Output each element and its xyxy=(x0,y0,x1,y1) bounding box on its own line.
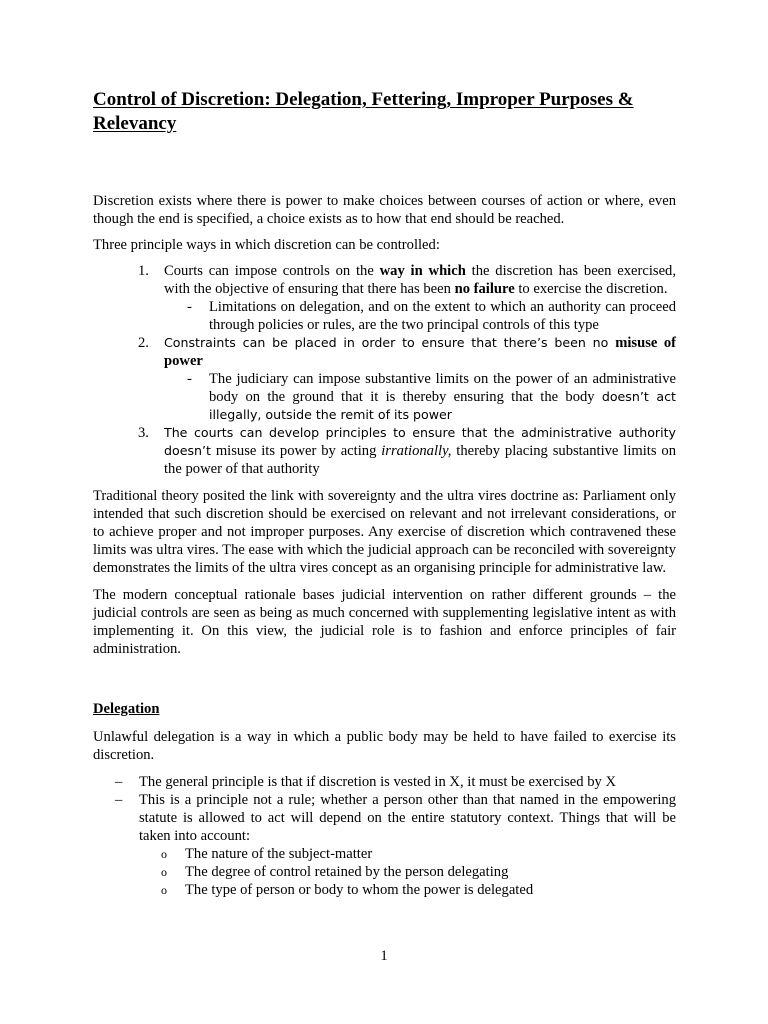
text-run: Courts can impose controls on the xyxy=(164,263,380,279)
dash-marker: - xyxy=(187,299,192,315)
sub-bullet-item xyxy=(161,845,676,863)
list-item-text xyxy=(164,334,676,370)
sub-bullet-item xyxy=(161,863,676,881)
bullet-item xyxy=(115,791,676,845)
list-item xyxy=(93,262,676,298)
bold-text: way in which xyxy=(379,263,466,279)
sub-list-item xyxy=(187,370,676,424)
sub-bullet-text: The nature of the subject-matter xyxy=(185,846,373,862)
bullet-text: This is a principle not a rule; whether a person other than that named in the empowering statute is allowed to act will depend on the entire statutory context. Things that will be taken into account: xyxy=(139,792,676,844)
bold-text: no failure xyxy=(454,281,515,297)
text-run: The courts can develop principles to ensure that the administrative authority doesn’t xyxy=(164,425,676,458)
list-item-text xyxy=(164,262,676,298)
sub-bullet-item xyxy=(161,881,676,899)
sub-item-text xyxy=(209,370,676,424)
list-number: 1. xyxy=(138,263,149,279)
bullet-text: The general principle is that if discretion is vested in X, it must be exercised by X xyxy=(139,774,617,790)
text-run: The judiciary can impose substantive limits on the power of an administrative body on the ground that it is thereby ensuring that the body xyxy=(209,371,676,405)
bullet-marker: o xyxy=(161,847,167,861)
text-run: misuse its power by acting xyxy=(210,443,382,459)
sub-bullet-text: The degree of control retained by the person delegating xyxy=(185,864,509,880)
bullet-marker: o xyxy=(161,883,167,897)
page-number: 1 xyxy=(380,948,388,964)
bullet-marker: o xyxy=(161,865,167,879)
sub-list-item xyxy=(187,298,676,334)
text-run: thereby placing substantive limits on the power of that authority xyxy=(164,443,676,477)
three-ways-paragraph: Three principle ways in which discretion can be controlled: xyxy=(93,237,440,253)
traditional-theory-paragraph: Traditional theory posited the link with sovereignty and the ultra vires doctrine as: Parliament only intended that such discretion should be exercised on relevant and not irrelevant considerations, or to achieve proper and not improper purposes. Any exercise of discretion which contravened these limits was ultra vires. The ease with which the judicial approach can be reconciled with sovereignty demonstrates the limits of the ultra vires concept as an organising principle for administrative law. xyxy=(93,488,676,576)
page-title: Control of Discretion: Delegation, Fettering, Improper Purposes & Relevancy xyxy=(93,89,634,134)
bold-text: misuse of power xyxy=(164,335,676,369)
list-item xyxy=(93,424,676,478)
intro-paragraph: Discretion exists where there is power to make choices between courses of action or where, even though the end is specified, a choice exists as to how that end should be reached. xyxy=(93,193,676,227)
bullet-list xyxy=(93,773,676,899)
list-item-text xyxy=(164,424,676,478)
list-number: 3. xyxy=(138,425,149,441)
text-run: doesn’t act illegally, outside the remit of its power xyxy=(209,389,676,422)
list-number: 2. xyxy=(138,335,149,351)
sub-item-text: Limitations on delegation, and on the extent to which an authority can proceed through policies or rules, are the two principal controls of this type xyxy=(209,299,676,333)
bullet-marker: – xyxy=(115,774,123,790)
text-run: Constraints can be placed in order to ensure that there’s been no xyxy=(164,335,616,350)
bullet-item xyxy=(115,773,676,791)
section-heading-delegation: Delegation xyxy=(93,701,160,717)
sub-bullet-text: The type of person or body to whom the power is delegated xyxy=(185,882,534,898)
text-run: to exercise the discretion. xyxy=(514,281,668,297)
delegation-intro-paragraph: Unlawful delegation is a way in which a public body may be held to have failed to exercise its discretion. xyxy=(93,729,676,763)
bullet-marker: – xyxy=(115,792,123,808)
italic-text: irrationally, xyxy=(381,443,452,459)
text-run: the discretion has been exercised, with the objective of ensuring that there has been xyxy=(164,263,676,297)
numbered-list xyxy=(93,262,676,478)
list-item xyxy=(93,334,676,370)
dash-marker: - xyxy=(187,371,192,387)
modern-rationale-paragraph: The modern conceptual rationale bases judicial intervention on rather different grounds – the judicial controls are seen as being as much concerned with supplementing legislative intent as with implementing it. On this view, the judicial role is to fashion and enforce principles of fair administration. xyxy=(93,587,676,657)
